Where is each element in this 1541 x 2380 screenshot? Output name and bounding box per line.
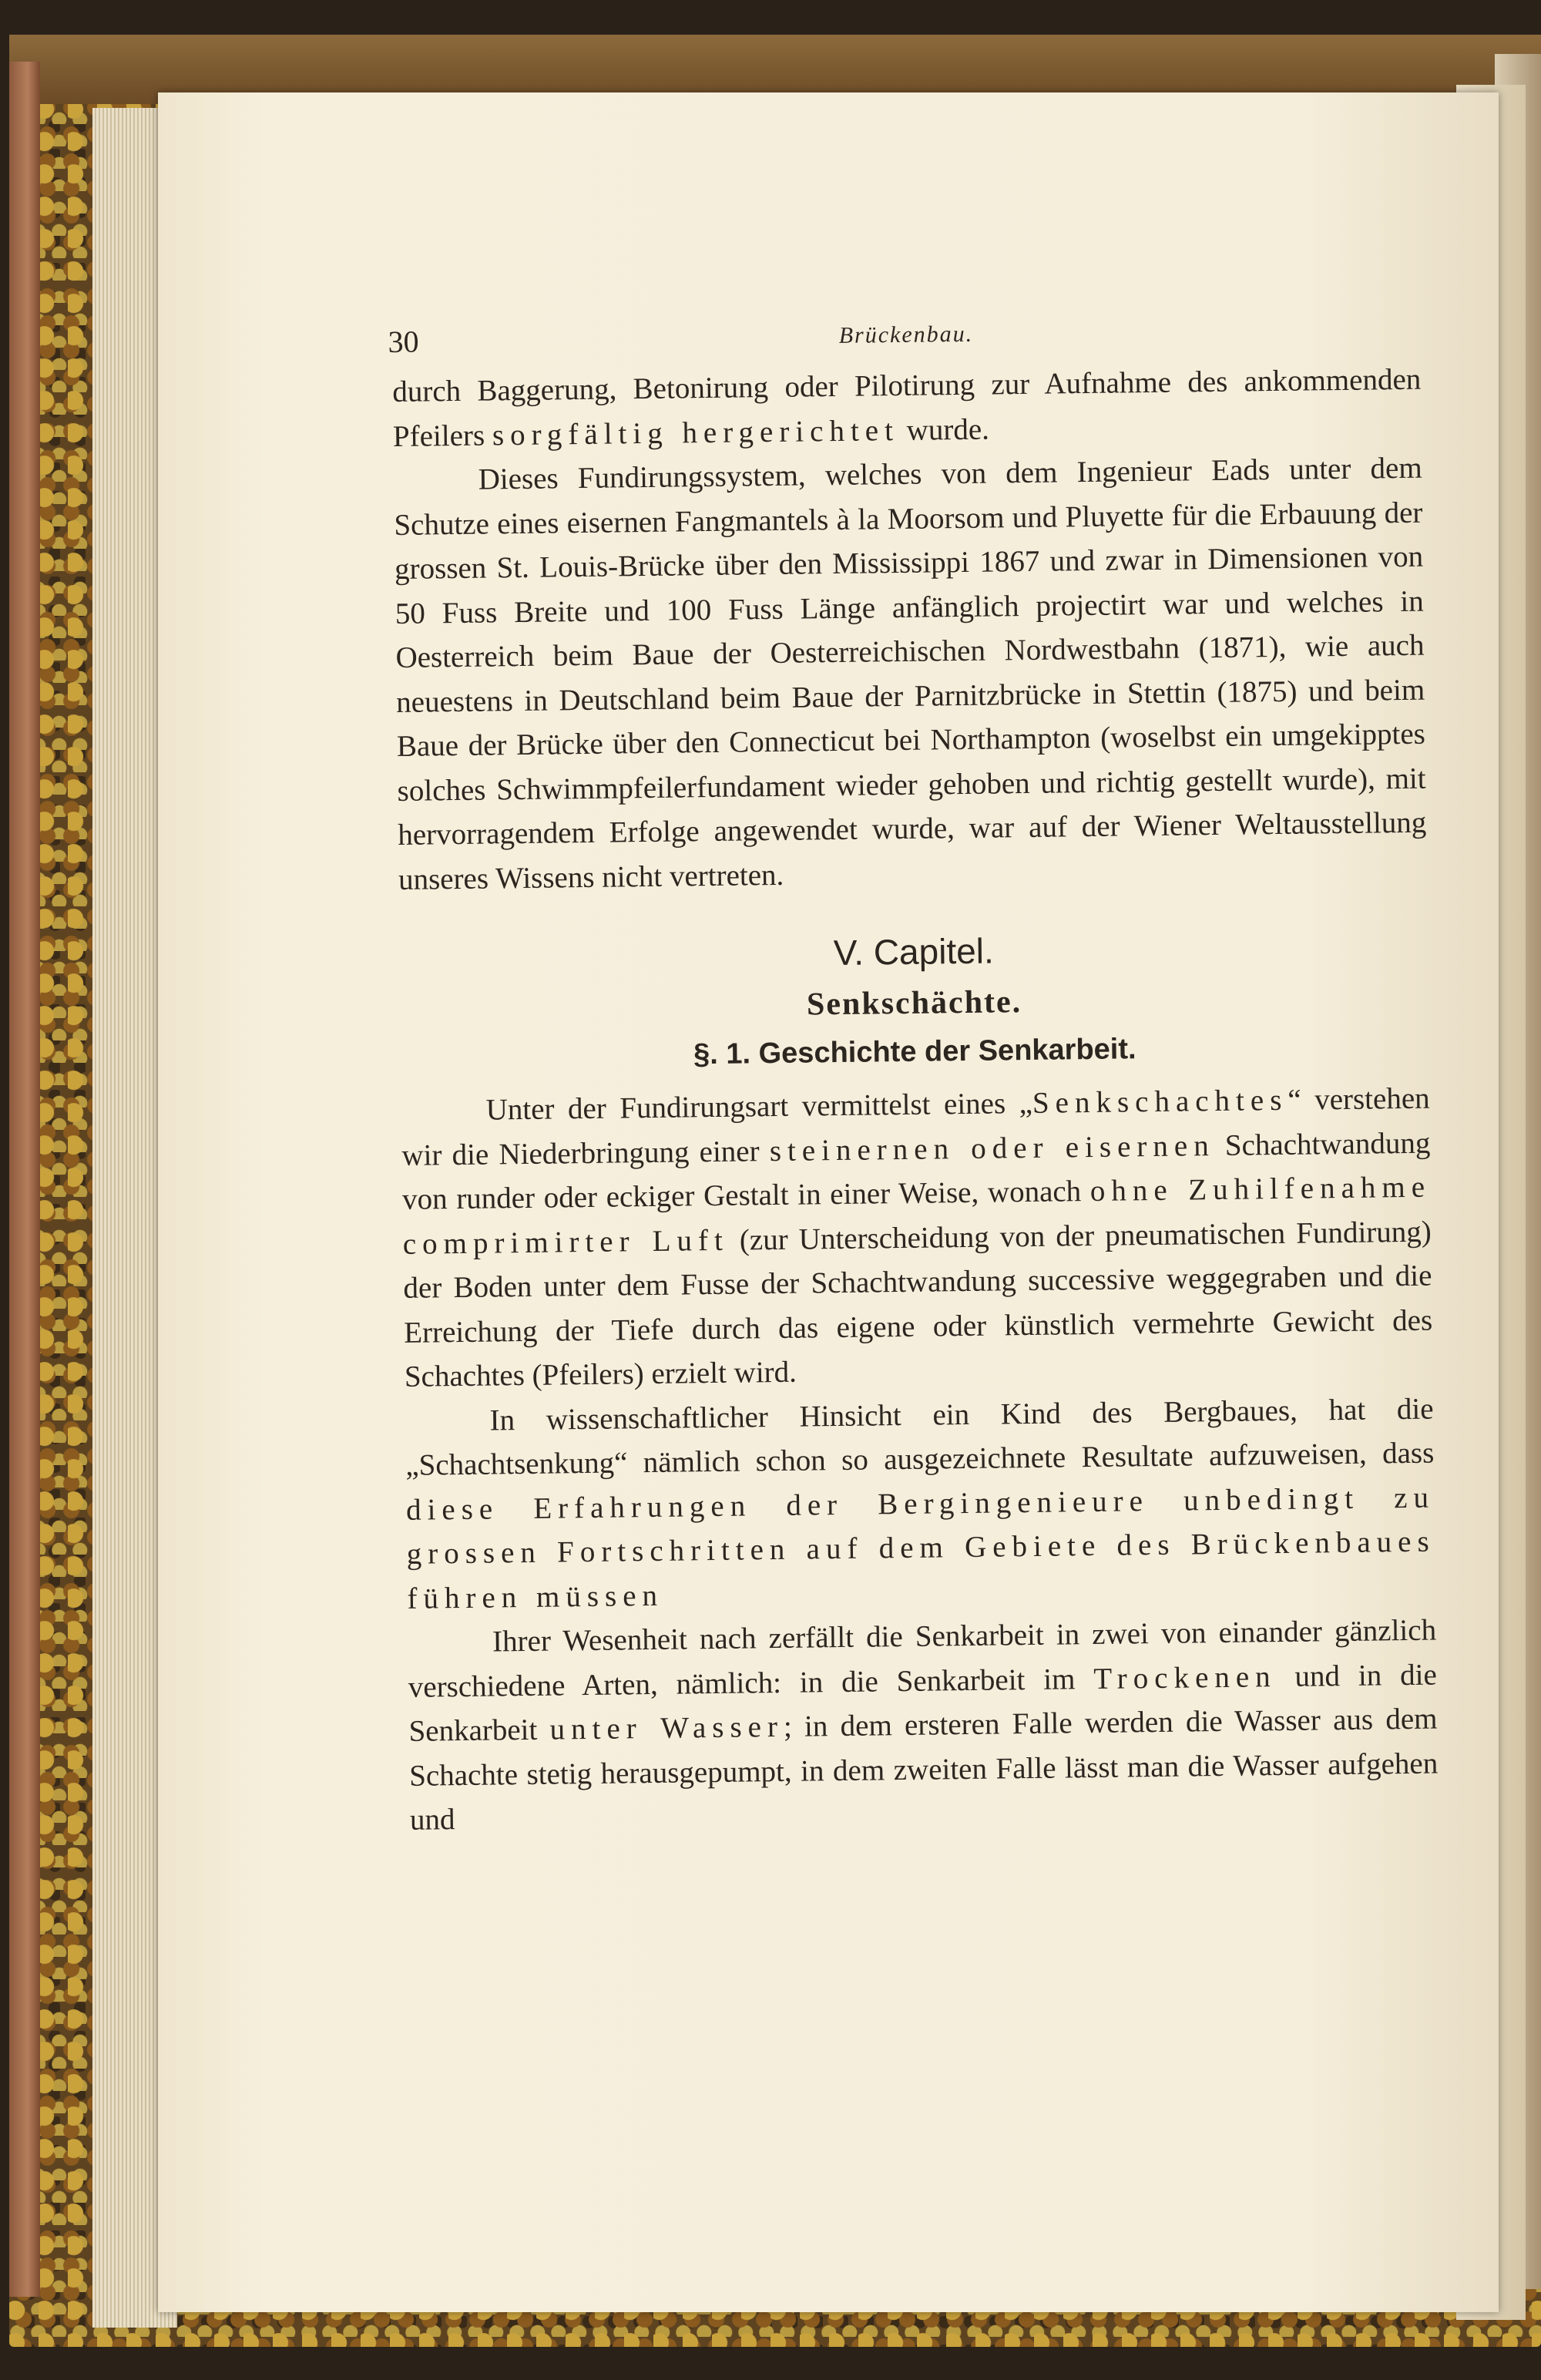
spaced-emphasis: ohne Zuhilfenahme comprimirter Luft (402, 1170, 1432, 1261)
page-number: 30 (388, 324, 419, 360)
spaced-emphasis: Senkschachtes (1032, 1083, 1288, 1120)
chapter-title: Senkschächte. (806, 984, 1022, 1023)
text-run: durch Baggerung, Betonirung oder Pilotirung zur Aufnahme des ankommenden Pfeilers (392, 362, 1422, 453)
section-heading: §. 1. Geschichte der Senkarbeit. (693, 1033, 1136, 1071)
running-title: Brückenbau. (838, 321, 974, 348)
text-run: “ verstehen wir die Niederbringung einer (401, 1081, 1430, 1172)
text-run: Unter der Fundirungsart vermittelst eines „ (485, 1086, 1033, 1127)
paragraph-senkarbeit-arten (408, 1609, 1439, 1843)
text-run: In wissenschaftlicher Hinsicht ein Kind des Bergbaues, hat die „Schachtsenkung“ nämlich schon so ausgezeichnete Resultate aufzuweisen, dass (405, 1392, 1435, 1482)
page-header (388, 296, 1421, 370)
spaced-emphasis: sorgfältig hergerichtet (492, 413, 900, 452)
spaced-emphasis: steinernen oder eisernen (769, 1128, 1215, 1168)
text-run: wurde. (898, 412, 990, 447)
chapter-label: V. Capitel. (833, 930, 995, 973)
paragraph-bergbau (405, 1387, 1435, 1621)
text-run: (zur Unterscheidung von der pneumatischen Fundirung) der Boden unter dem Fusse der Schachtwandung successive weggegraben und die Erreichung der Tiefe durch das eigene oder künstlich vermehrte Gewicht des Schachtes (Pfeilers) erzielt wird. (403, 1215, 1433, 1393)
text-run: Ihrer Wesenheit nach zerfällt die Senkarbeit in zwei von einander gänzlich verschiedene Arten, nämlich: in die Senkarbeit im (408, 1613, 1437, 1704)
spine-edge (9, 62, 40, 2297)
text-run: und in die Senkarbeit (408, 1658, 1438, 1748)
spaced-emphasis: unter Wasser (549, 1709, 784, 1746)
page-content (388, 296, 1439, 1843)
text-run: Schachtwandung von runder oder eckiger Gestalt in einer Weise, wonach (401, 1126, 1431, 1216)
spaced-emphasis: Trockenen (1093, 1659, 1277, 1696)
spaced-emphasis: diese Erfahrungen der Bergingenieure unbedingt zu grossen Fortschritten auf dem Gebiete des Brückenbaues führen müssen (405, 1481, 1435, 1615)
text-run: ; in dem ersteren Falle werden die Wasser aus dem Schachte stetig herausgepumpt, in dem zweiten Falle lässt man die Wasser aufgehen und (408, 1702, 1439, 1837)
paragraph-fundirungssystem: Dieses Fundirungssystem, welches von dem Ingenieur Eads unter dem Schutze eines eisernen Fangmantels à la Moorsom und Pluyette für die Erbauung der grossen St. Louis-Brücke über den Mississippi 1867 und zwar in Dimensionen von 50 Fuss Breite und 100 Fuss Länge anfänglich projectirt war und welches in Oesterreich beim Baue der Oesterreichischen Nordwestbahn (1871), wie auch neuestens in Deutschland beim Baue der Parnitzbrücke in Stettin (1875) und beim Baue der Brücke über den Connecticut bei Northampton (woselbst ein umgekipptes solches Schwimmpfeilerfundament wieder gehoben und richtig gestellt wurde), mit hervorragendem Erfolge angewendet wurde, war auf der Wiener Weltausstellung unseres Wissens nicht vertreten. (394, 451, 1427, 896)
paragraph-intro (392, 358, 1422, 459)
paragraph-senkschacht (401, 1077, 1433, 1400)
